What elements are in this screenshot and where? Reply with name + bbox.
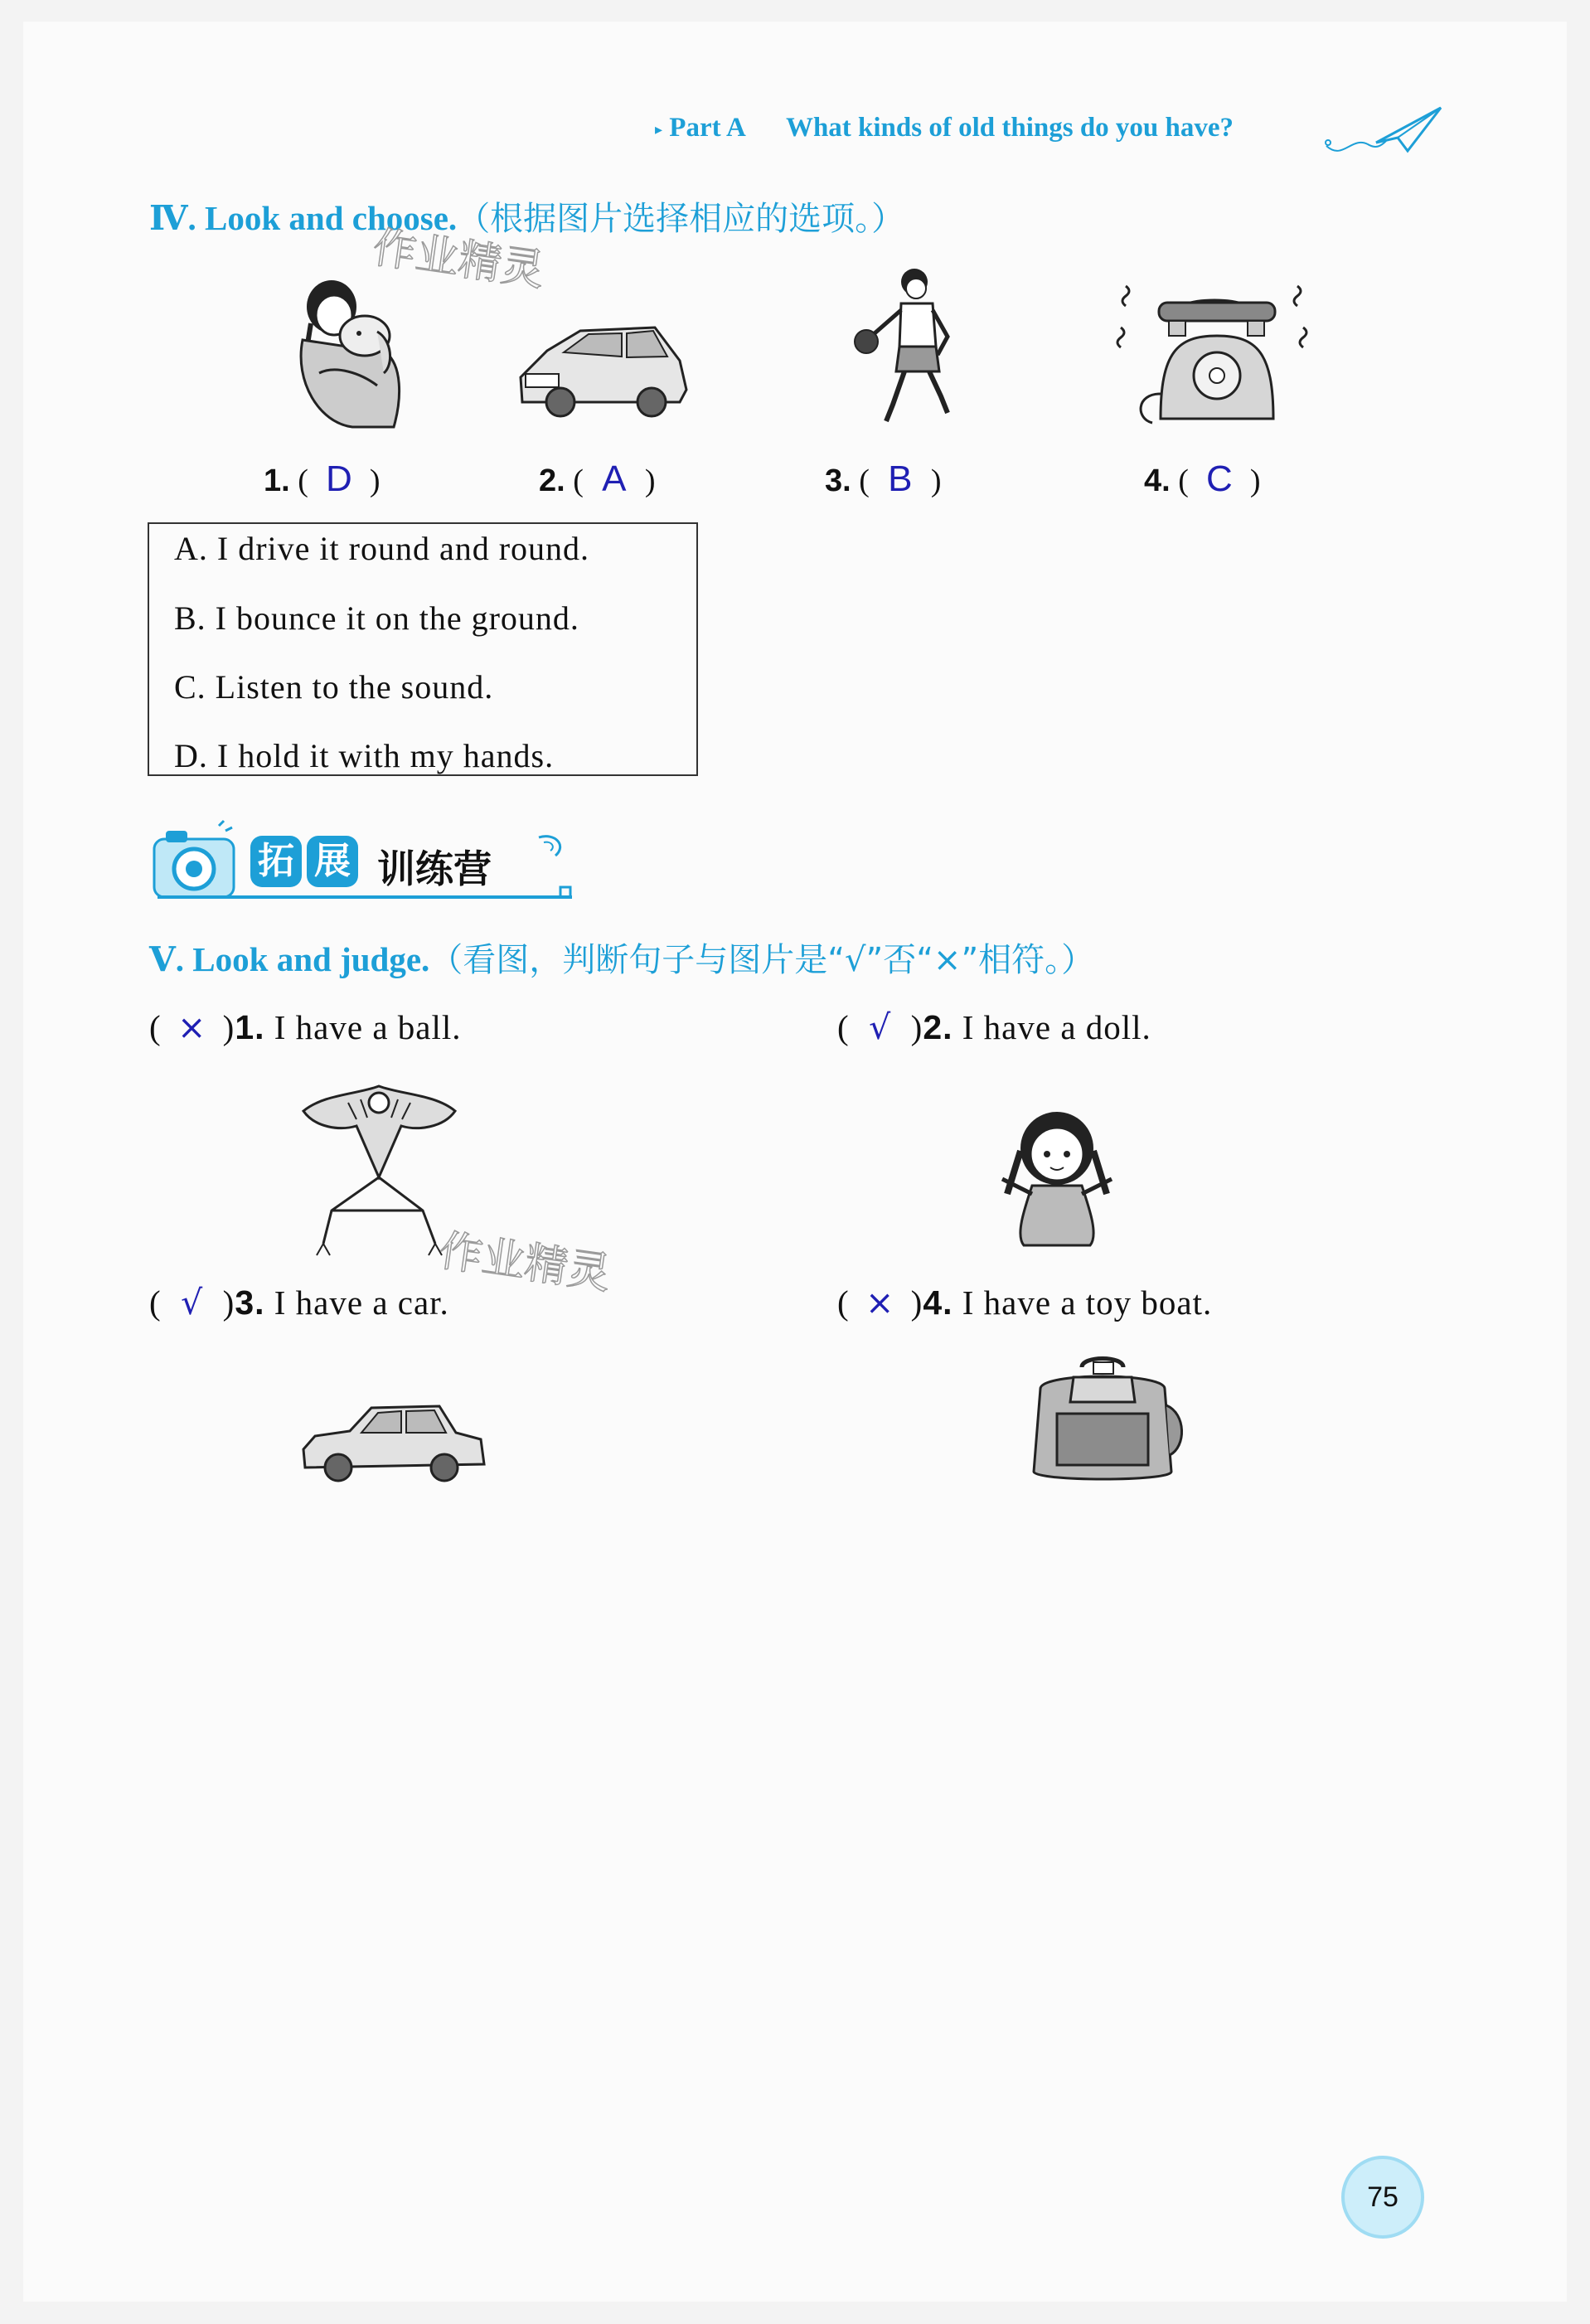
judge-sentence: I have a car. [274, 1283, 449, 1322]
judge-sentence: I have a toy boat. [962, 1283, 1213, 1322]
section5-title-en: Ⅴ. Look and judge. [149, 940, 430, 978]
judge-item-2: ( √ )2. I have a doll. [837, 1007, 1151, 1047]
choose-item-number: 3. [825, 463, 851, 498]
section4-title-cn: （根据图片选择相应的选项。） [457, 200, 905, 238]
option-c: C. Listen to the sound. [174, 668, 494, 706]
section4-title-en: Ⅳ. Look and choose. [149, 199, 458, 237]
header-arrow-icon: ▸ [655, 120, 663, 138]
choose-answer[interactable]: D [325, 458, 352, 499]
judge-item-3: ( √ )3. I have a car. [149, 1283, 449, 1322]
judge-item-4: ( × )4. I have a toy boat. [837, 1283, 1213, 1322]
boy-bouncing-ball-picture [850, 264, 966, 429]
choose-item-2: 2. ( A ) [539, 458, 656, 499]
choose-item-number: 2. [539, 463, 565, 498]
car-picture-2 [298, 1400, 489, 1487]
watermark-2: 作业精灵 [436, 1225, 614, 1300]
header-part: Part A [669, 113, 745, 143]
paper-plane-icon [1318, 103, 1451, 161]
page [23, 22, 1567, 2302]
judge-item-number: 2. [923, 1008, 953, 1046]
judge-mark[interactable]: × [177, 1007, 207, 1047]
judge-item-number: 1. [235, 1008, 265, 1046]
judge-mark[interactable]: √ [181, 1283, 204, 1322]
ringing-telephone-picture [1111, 278, 1318, 427]
watermark: 作业精灵 [370, 222, 548, 297]
choose-item-number: 1. [264, 463, 290, 498]
judge-item-number: 4. [923, 1283, 953, 1322]
header-title: What kinds of old things do you have? [785, 113, 1234, 143]
backpack-picture [1024, 1356, 1190, 1488]
choose-item-number: 4. [1144, 463, 1171, 498]
choose-item-1: 1. ( D ) [264, 458, 381, 499]
option-d: D. I hold it with my hands. [174, 737, 555, 774]
badge-char-2: 展 [307, 836, 358, 887]
page-header [655, 113, 1234, 143]
judge-mark[interactable]: × [865, 1283, 895, 1322]
badge-underline [158, 895, 572, 899]
judge-sentence: I have a ball. [274, 1008, 462, 1046]
judge-sentence: I have a doll. [962, 1008, 1151, 1046]
extension-camp-badge [149, 821, 597, 904]
choose-answer[interactable]: B [888, 458, 913, 499]
choose-item-3: 3. ( B ) [825, 458, 942, 499]
car-picture-1 [514, 319, 692, 419]
kite-picture [298, 1078, 460, 1260]
camera-icon [149, 821, 240, 904]
judge-mark[interactable]: √ [869, 1007, 892, 1047]
section5-title [149, 934, 1094, 981]
badge-swirl-icon [522, 829, 589, 904]
badge-char-1: 拓 [250, 836, 302, 887]
choose-answer[interactable]: C [1205, 458, 1233, 499]
section5-title-cn: （看图，判断句子与图片是“√”否“×”相符。） [429, 941, 1095, 979]
option-b: B. I bounce it on the ground. [174, 599, 579, 637]
doll-picture [991, 1103, 1123, 1252]
judge-item-1: ( × )1. I have a ball. [149, 1007, 462, 1047]
judge-item-number: 3. [235, 1283, 265, 1322]
girl-hugging-dog-picture [286, 274, 410, 431]
options-box [148, 522, 698, 776]
option-a: A. I drive it round and round. [174, 530, 590, 567]
choose-item-4: 4. ( C ) [1144, 458, 1261, 499]
page-number: 75 [1341, 2156, 1424, 2239]
badge-rest: 训练营 [377, 847, 492, 891]
choose-answer[interactable]: A [602, 458, 627, 499]
